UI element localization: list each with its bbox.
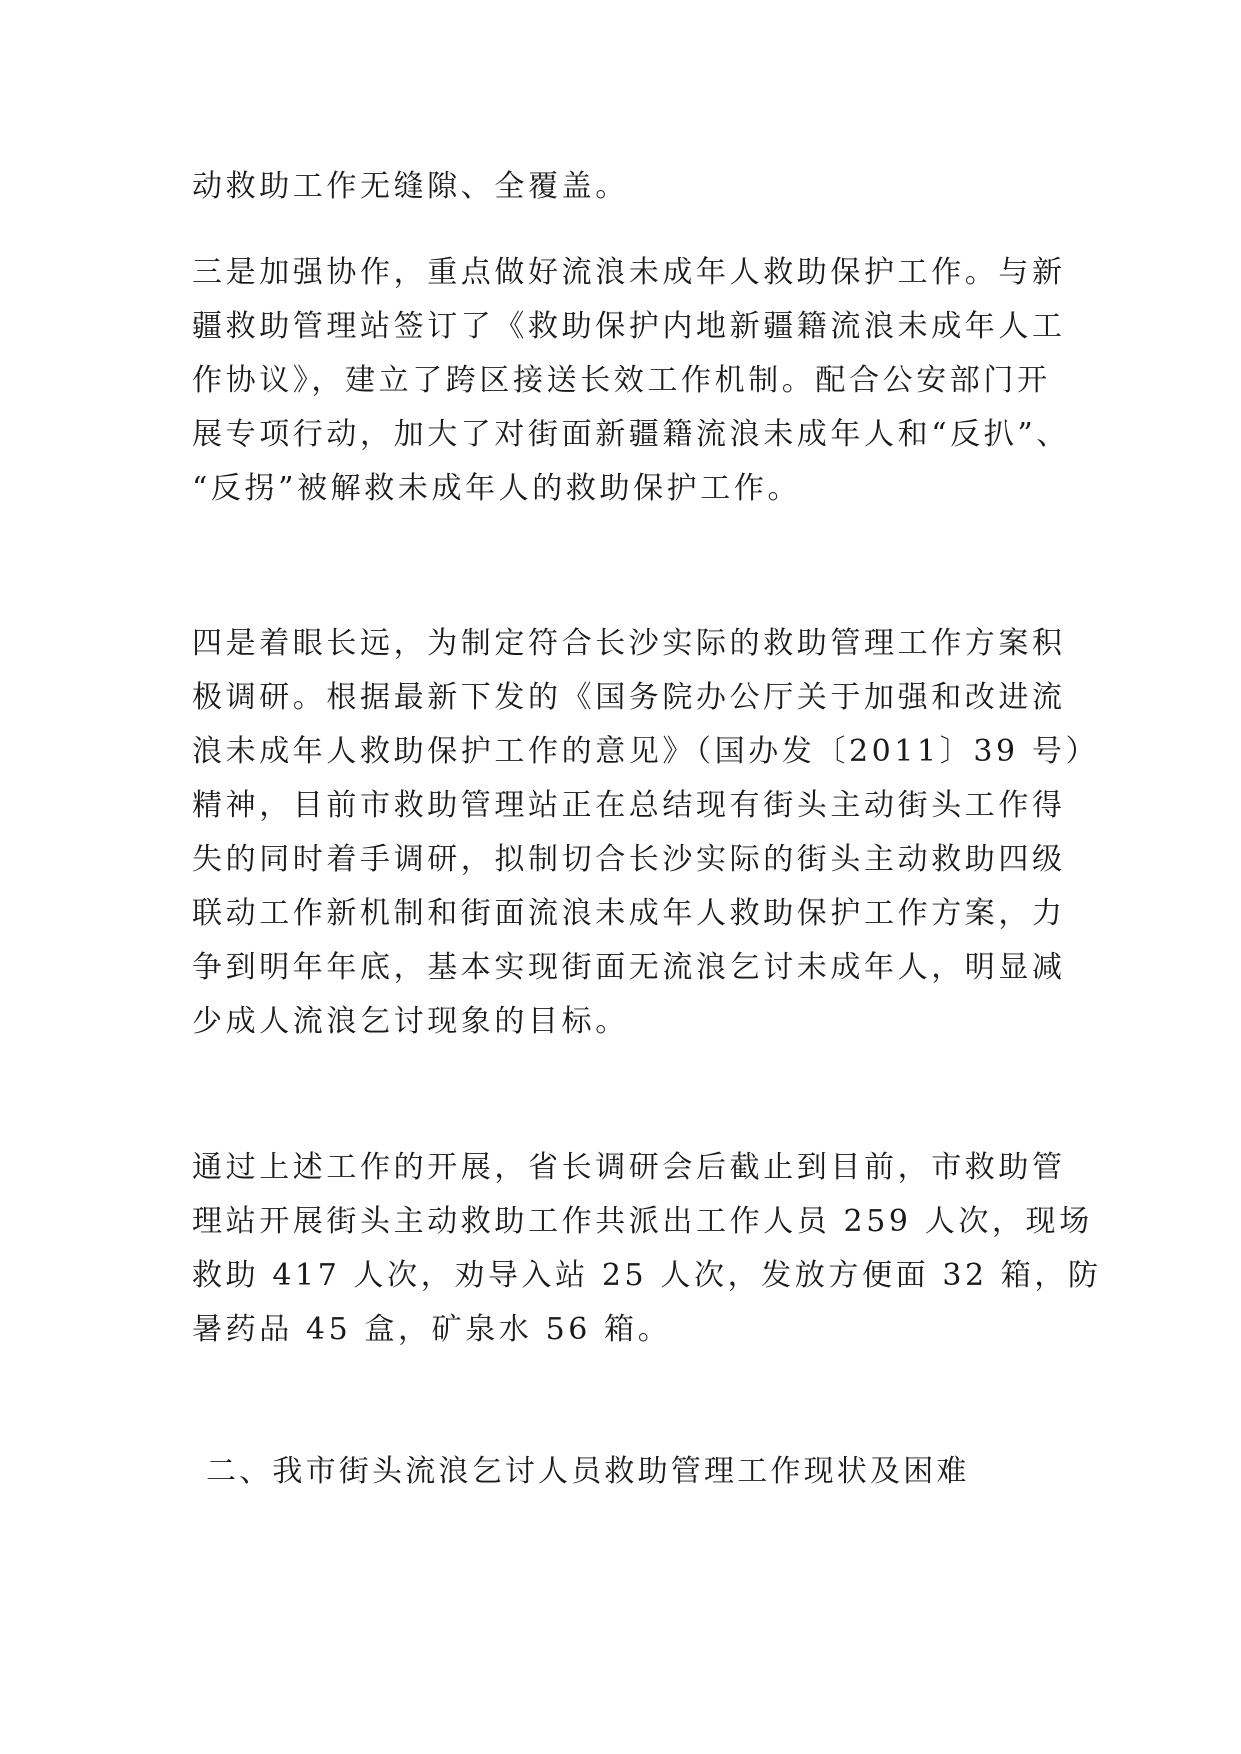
paragraph-2-line-3: 作协议》，建立了跨区接送长效工作机制。配合公安部门开 [192,363,1051,398]
paragraph-2-line-4: 展专项行动，加大了对街面新疆籍流浪未成年人和“反扒”、 [192,417,1070,452]
paragraph-3-line-8: 少成人流浪乞讨现象的目标。 [192,1004,629,1039]
paragraph-3-line-1: 四是着眼长远，为制定符合长沙实际的救助管理工作方案积 [192,626,1066,661]
paragraph-4-line-3: 救助 417 人次，劝导入站 25 人次，发放方便面 32 箱，防 [192,1258,1102,1293]
paragraph-3-line-3: 浪未成年人救助保护工作的意见》（国办发〔2011〕39 号） [192,734,1100,769]
paragraph-1-line-1: 动救助工作无缝隙、全覆盖。 [192,169,629,204]
paragraph-3-line-2: 极调研。根据最新下发的《国务院办公厅关于加强和改进流 [192,680,1066,715]
paragraph-2-line-2: 疆救助管理站签订了《救助保护内地新疆籍流浪未成年人工 [192,309,1066,344]
paragraph-3-line-7: 争到明年年底，基本实现街面无流浪乞讨未成年人，明显减 [192,950,1066,985]
paragraph-2-line-5: “反拐”被解救未成年人的救助保护工作。 [192,471,802,506]
paragraph-3-line-6: 联动工作新机制和街面流浪未成年人救助保护工作方案，力 [192,896,1066,931]
paragraph-3-line-5: 失的同时着手调研，拟制切合长沙实际的街头主动救助四级 [192,842,1066,877]
section-heading: 二、我市街头流浪乞讨人员救助管理工作现状及困难 [206,1454,970,1489]
paragraph-4-line-1: 通过上述工作的开展，省长调研会后截止到目前，市救助管 [192,1150,1066,1185]
paragraph-2-line-1: 三是加强协作，重点做好流浪未成年人救助保护工作。与新 [192,255,1066,290]
paragraph-4-line-4: 暑药品 45 盒，矿泉水 56 箱。 [192,1312,672,1347]
paragraph-4-line-2: 理站开展街头主动救助工作共派出工作人员 259 人次，现场 [192,1204,1093,1239]
paragraph-3-line-4: 精神，目前市救助管理站正在总结现有街头主动街头工作得 [192,788,1066,823]
